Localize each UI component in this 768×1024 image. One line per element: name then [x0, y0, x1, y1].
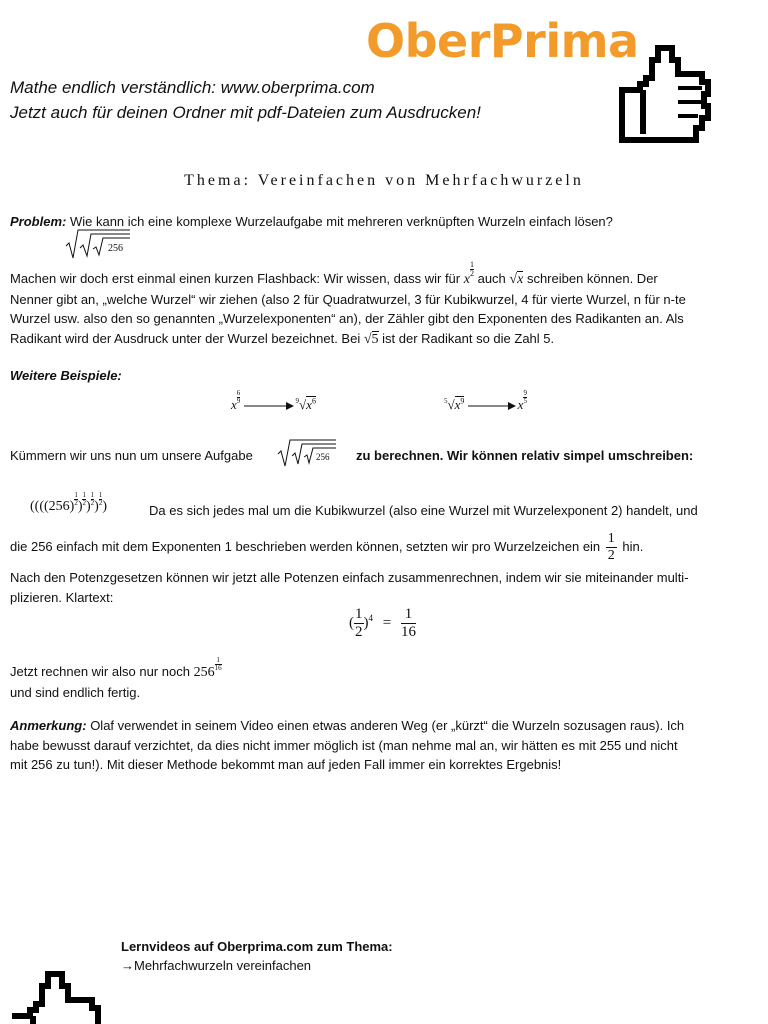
- radicand-256: 256: [316, 452, 330, 462]
- note-paragraph: [10, 716, 760, 775]
- flashback-paragraph: [10, 260, 760, 349]
- topic-heading: Thema: Vereinfachen von Mehrfachwurzeln: [184, 172, 584, 189]
- arrow-right-icon: [468, 401, 518, 411]
- note-label: Anmerkung:: [10, 718, 87, 733]
- result-paragraph: [10, 656, 760, 702]
- radicand-256: 256: [108, 243, 123, 254]
- problem-text: Wie kann ich eine komplexe Wurzelaufgabe mit mehreren verknüpften Wurzeln einfach lösen?: [69, 214, 613, 229]
- thumbs-up-icon: [616, 44, 720, 146]
- examples-label-row: [10, 366, 760, 386]
- task-text-b: zu berechnen. Wir können relativ simpel umschreiben:: [356, 448, 694, 463]
- tagline-line-1: Mathe endlich verständlich: www.oberprima.com: [10, 78, 375, 97]
- flashback-line-4: Radikant wird der Ausdruck unter der Wurzel bezeichnet. Bei √5 ist der Radikant so die Zahl 5.: [10, 330, 555, 347]
- flashback-line-3: Wurzel usw. also den so genannten „Wurzelexponenten“ an), der Zähler gibt den Exponenten des Radikanten an. Als: [10, 311, 684, 326]
- videos-title: Lernvideos auf Oberprima.com zum Thema:: [121, 939, 393, 954]
- flashback-line-1: Machen wir doch erst einmal einen kurzen Flashback: Wir wissen, dass wir für x $\frac{1}{2}$ auch √x schreiben können. Der: [10, 260, 658, 287]
- combine-formula: ( $\frac{1}{2}$ )$^4$ = $\frac{1}{16}$: [349, 606, 416, 640]
- brand-logo-text: OberPrima: [366, 14, 639, 68]
- nested-root-formula-task: [276, 438, 338, 468]
- combine-line-2: plizieren. Klartext:: [10, 589, 114, 605]
- example-2-formula: $^5√x^9$ x $\frac{9}{5}$: [444, 389, 527, 412]
- result-line-1: Jetzt rechnen wir also nur noch 256 $\frac{1}{16}$: [10, 656, 222, 680]
- note-line-3: mit 256 zu tun!). Mit dieser Methode bekommt man auf jeden Fall immer ein korrektes Ergebnis!: [10, 757, 562, 772]
- task-text-a: Kümmern wir uns nun um unsere Aufgabe: [10, 448, 253, 463]
- nested-root-formula: [64, 228, 134, 260]
- flashback-line-2: Nenner gibt an, „welche Wurzel“ wir ziehen (also 2 für Quadratwurzel, 3 für Kubikwurzel, 4 für vierte Wurzel, n für n-te: [10, 291, 686, 307]
- tagline-line-2: Jetzt auch für deinen Ordner mit pdf-Dateien zum Ausdrucken!: [10, 103, 481, 122]
- rewrite-text-2: die 256 einfach mit dem Exponenten 1 beschrieben werden können, setzten wir pro Wurzelzeichen ein $\frac{1}{2}$ hin.: [10, 531, 644, 563]
- rewrite-formula: ((((256) $\frac{1}{2}$ ) $\frac{1}{2}$ ) $\frac{1}{2}$ ) $\frac{1}{2}$ ): [30, 491, 107, 514]
- examples-label: Weitere Beispiele:: [10, 368, 122, 383]
- combine-line-1: Nach den Potenzgesetzen können wir jetzt alle Potenzen einfach zusammenrechnen, indem wir sie miteinander multi-: [10, 570, 689, 585]
- problem-label: Problem:: [10, 214, 67, 229]
- note-line-2: habe bewusst darauf verzichtet, da dies nicht immer möglich ist (man nehme mal an, wir hätten es mit 255 und nicht: [10, 737, 678, 753]
- arrow-right-icon: [244, 401, 296, 411]
- note-line-1: Anmerkung: Olaf verwendet in seinem Video einen etwas anderen Weg (er „kürzt“ die Wurzeln sozusagen raus). Ich: [10, 718, 685, 733]
- video-link[interactable]: →Mehrfachwurzeln vereinfachen: [121, 958, 312, 973]
- combine-paragraph: [10, 568, 760, 607]
- result-line-2: und sind endlich fertig.: [10, 684, 141, 700]
- thumbs-up-icon: [6, 970, 110, 1024]
- example-1-formula: x $\frac{6}{9}$ $^9√x^6$: [231, 389, 316, 412]
- rewrite-text-1: Da es sich jedes mal um die Kubikwurzel (also eine Wurzel mit Wurzelexponent 2) handelt, und: [149, 503, 698, 518]
